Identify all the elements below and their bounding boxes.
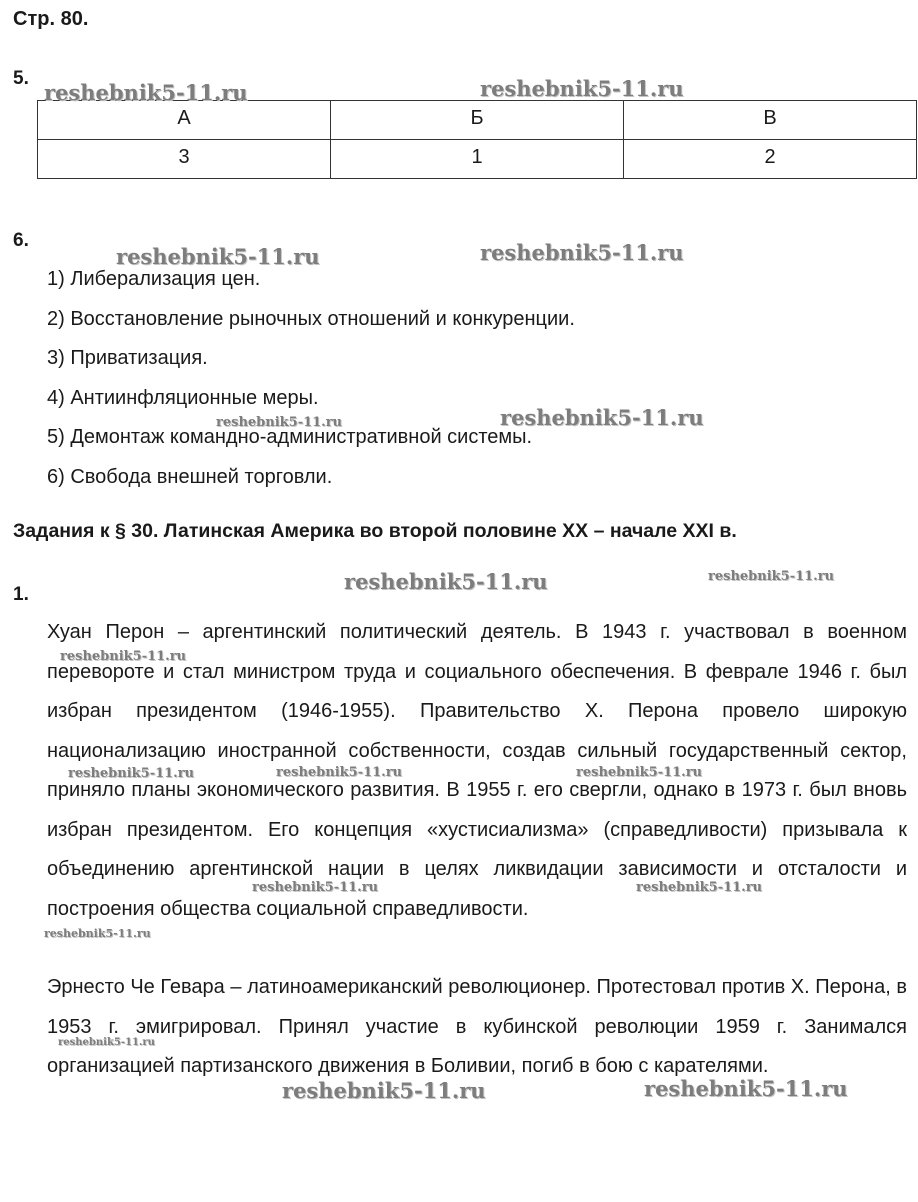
watermark: reshebnik5-11.ru xyxy=(216,415,343,430)
list-item: 2) Восстановление рыночных отношений и конкуренции. xyxy=(47,307,575,330)
watermark: reshebnik5-11.ru xyxy=(644,1076,848,1101)
watermark: reshebnik5-11.ru xyxy=(68,766,195,781)
watermark: reshebnik5-11.ru xyxy=(576,765,703,780)
watermark: reshebnik5-11.ru xyxy=(500,405,704,430)
list-item: 6) Свобода внешней торговли. xyxy=(47,465,333,488)
page-label: Стр. 80. xyxy=(13,8,89,30)
task-5-number: 5. xyxy=(13,68,29,89)
paragraph-peron: Хуан Перон – аргентинский политический деятель. В 1943 г. участвовал в военном перевороте и стал министром труда и социального обеспечения. В феврале 1946 г. был избран президентом (1946-1955). Правительство Х. Перона провело широкую национализацию иностранной собственности, создав сильный государственный сектор, приняло планы экономического развития. В 1955 г. его свергли, однако в 1973 г. был вновь избран президентом. Его концепция «хустисиализма» (справедливости) призывала к объединению аргентинской нации в целях ликвидации зависимости и отсталости и построения общества социальной справедливости. xyxy=(47,621,907,920)
table-header-cell: В xyxy=(624,101,917,140)
watermark: reshebnik5-11.ru xyxy=(636,880,763,895)
answer-table xyxy=(37,100,917,179)
watermark: reshebnik5-11.ru xyxy=(58,1037,155,1048)
task-1-number: 1. xyxy=(13,584,29,605)
watermark: reshebnik5-11.ru xyxy=(116,244,320,269)
watermark: reshebnik5-11.ru xyxy=(480,76,684,101)
table-cell: 1 xyxy=(331,140,624,179)
watermark: reshebnik5-11.ru xyxy=(480,240,684,265)
table-row xyxy=(38,140,917,179)
list-item: 1) Либерализация цен. xyxy=(47,268,261,290)
watermark: reshebnik5-11.ru xyxy=(276,765,403,780)
table-header-cell: Б xyxy=(331,101,624,140)
watermark: reshebnik5-11.ru xyxy=(44,927,151,940)
list-item: 5) Демонтаж командно-административной системы. xyxy=(47,426,533,448)
task-6-number: 6. xyxy=(13,230,29,251)
task-6-list xyxy=(47,262,575,499)
list-item: 4) Антиинфляционные меры. xyxy=(47,386,319,409)
paragraph-che-guevara: Эрнесто Че Гевара – латиноамериканский революционер. Протестовал против Х. Перона, в 1953 г. эмигрировал. Принял участие в кубинской революции 1959 г. Занимался организацией партизанского движения в Боливии, погиб в бою с карателями. xyxy=(47,976,907,1077)
section-title: Задания к § 30. Латинская Америка во второй половине ХХ – начале XXI в. xyxy=(13,520,737,542)
watermark: reshebnik5-11.ru xyxy=(344,569,548,594)
list-item: 3) Приватизация. xyxy=(47,347,208,369)
watermark: reshebnik5-11.ru xyxy=(252,880,379,895)
watermark: reshebnik5-11.ru xyxy=(708,569,835,584)
table-cell: 3 xyxy=(38,140,331,179)
watermark: reshebnik5-11.ru xyxy=(44,80,248,105)
watermark: reshebnik5-11.ru xyxy=(282,1078,486,1103)
table-cell: 2 xyxy=(624,140,917,179)
watermark: reshebnik5-11.ru xyxy=(60,649,187,664)
table-header-row xyxy=(38,101,917,140)
table-header-cell: А xyxy=(38,101,331,140)
